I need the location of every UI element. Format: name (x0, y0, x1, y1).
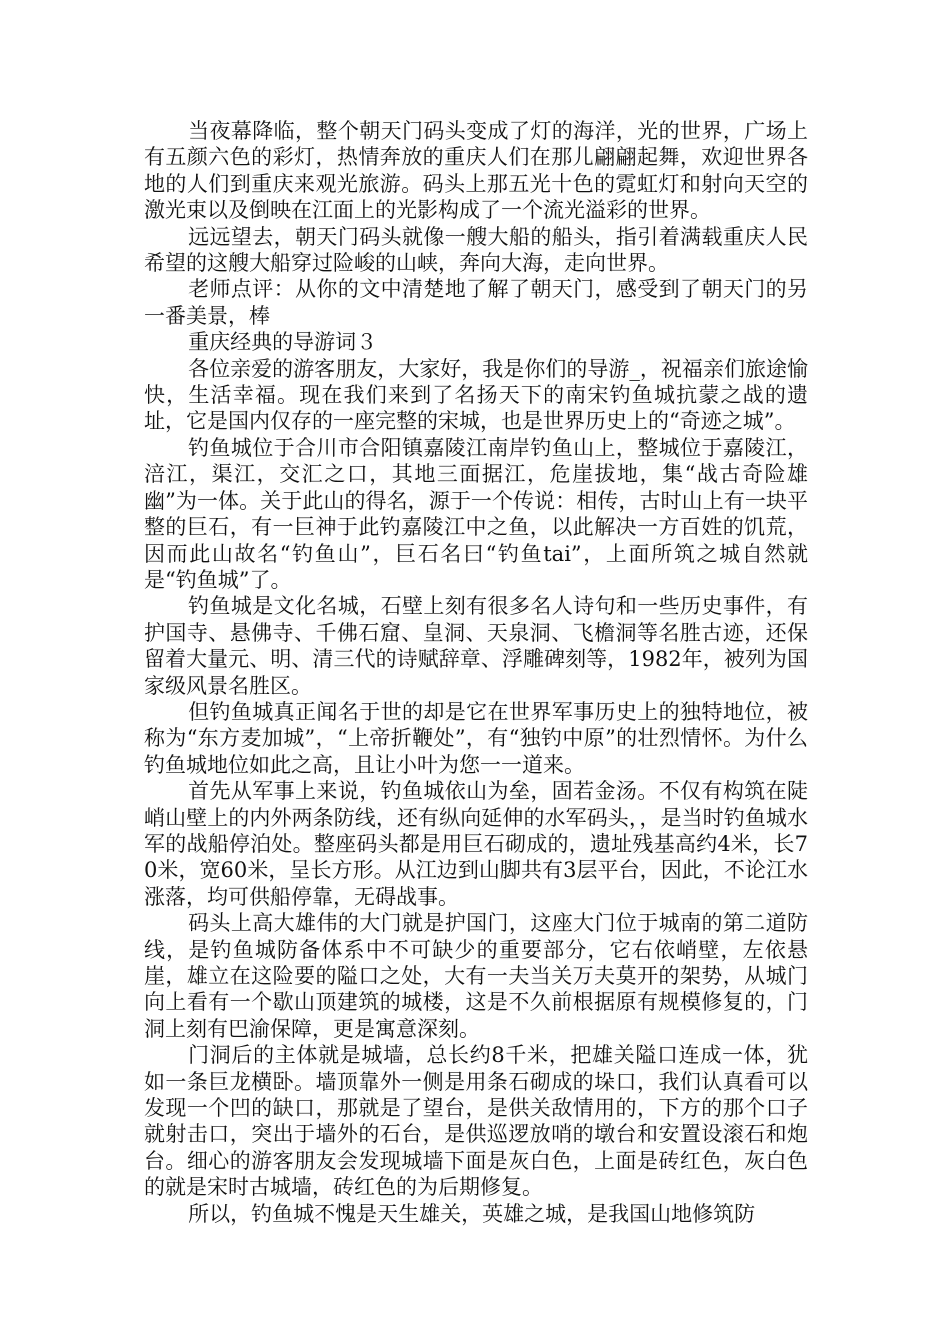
section-title: 重庆经典的导游词３ (188, 330, 378, 355)
document-body (144, 118, 808, 1227)
paragraph-night-scene: 当夜幕降临，整个朝天门码头变成了灯的海洋，光的世界，广场上有五颜六色的彩灯，热情奔放的重庆人们在那儿翩翩起舞，欢迎世界各地的人们到重庆来观光旅游。码头上那五光十色的霓虹灯和射向天空的激光束以及倒映在江面上的光影构成了一个流光溢彩的世界。 (144, 119, 808, 223)
paragraph-defense: 首先从军事上来说，钓鱼城依山为垒，固若金汤。不仅有构筑在陡峭山壁上的内外两条防线，还有纵向延伸的水军码头，，是当时钓鱼城水军的战船停泊处。整座码头都是用巨石砌成的，遗址残基高约4米，长70米，宽60米，呈长方形。从江边到山脚共有3层平台，因此，不论江水涨落，均可供船停靠，无碍战事。 (144, 779, 808, 909)
paragraph-city-wall: 门洞后的主体就是城墙，总长约8千米，把雄关隘口连成一体，犹如一条巨龙横卧。墙顶靠外一侧是用条石砌成的垛口，我们认真看可以发现一个凹的缺口，那就是了望台，是供关敌情用的，下方的那个口子就射击口，突出于墙外的石台，是供巡逻放哨的墩台和安置设滚石和炮台。细心的游客朋友会发现城墙下面是灰白色，上面是砖红色，灰白色的就是宋时古城墙，砖红色的为后期修复。 (144, 1043, 808, 1200)
paragraph-military-status: 但钓鱼城真正闻名于世的却是它在世界军事历史上的独特地位，被称为“东方麦加城”，“上帝折鞭处”，有“独钓中原”的壮烈情怀。为什么钓鱼城地位如此之高，且让小叶为您一一道来。 (144, 699, 808, 777)
paragraph-culture: 钓鱼城是文化名城，石壁上刻有很多名人诗句和一些历史事件，有护国寺、悬佛寺、千佛石窟、皇洞、天泉洞、飞檐洞等名胜古迹，还保留着大量元、明、清三代的诗赋辞章、浮雕碑刻等，1982年，被列为国家级风景名胜区。 (144, 594, 808, 698)
paragraph-location: 钓鱼城位于合川市合阳镇嘉陵江南岸钓鱼山上，整城位于嘉陵江，涪江，渠江，交汇之口，其地三面据江，危崖拔地，集“战古奇险雄幽”为一体。关于此山的得名，源于一个传说：相传，古时山上有一块平整的巨石，有一巨神于此钓嘉陵江中之鱼，以此解决一方百姓的饥荒，因而此山故名“钓鱼山”，巨石名曰“钓鱼tai”，上面所筑之城自然就是“钓鱼城”了。 (144, 435, 808, 592)
paragraph-conclusion: 所以，钓鱼城不愧是天生雄关，英雄之城，是我国山地修筑防 (188, 1201, 756, 1226)
paragraph-greeting: 各位亲爱的游客朋友，大家好，我是你们的导游_，祝福亲们旅途愉快，生活幸福。现在我们来到了名扬天下的南宋钓鱼城抗蒙之战的遗址，它是国内仅存的一座完整的宋城，也是世界历史上的“奇迹之城”。 (144, 356, 808, 434)
paragraph-huguo-gate: 码头上高大雄伟的大门就是护国门，这座大门位于城南的第二道防线，是钓鱼城防备体系中不可缺少的重要部分，它右依峭壁，左依悬崖，雄立在这险要的隘口之处，大有一夫当关万夫莫开的架势，从城门向上看有一个歇山顶建筑的城楼，这是不久前根据原有规模修复的，门洞上刻有巴渝保障，更是寓意深刻。 (144, 911, 808, 1041)
paragraph-teacher-comment: 老师点评：从你的文中清楚地了解了朝天门，感受到了朝天门的另一番美景，棒 (144, 277, 808, 328)
paragraph-ship-view: 远远望去，朝天门码头就像一艘大船的船头，指引着满载重庆人民希望的这艘大船穿过险峻的山峡，奔向大海，走向世界。 (144, 224, 808, 276)
